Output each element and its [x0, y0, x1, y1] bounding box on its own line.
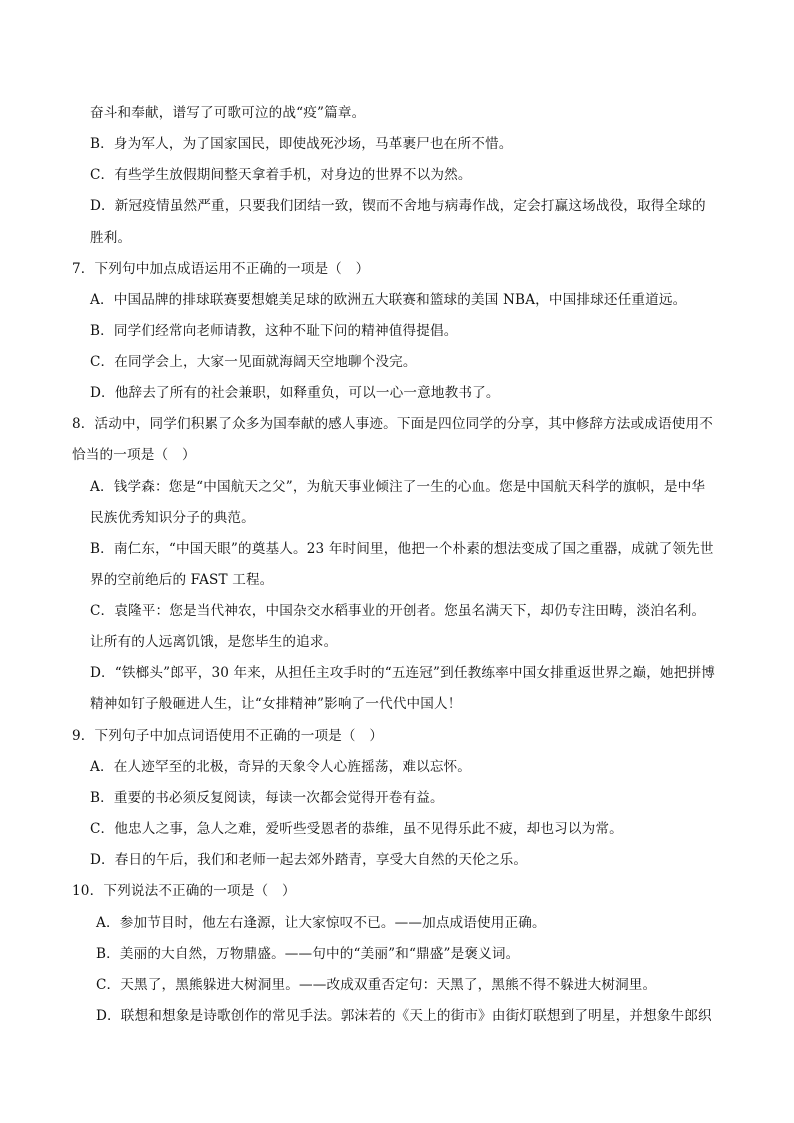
- q8-option-d-continuation: 精神如钉子般砸进人生，让“女排精神”影响了一代代中国人！: [90, 696, 462, 712]
- q10-option-a: A．参加节目时，他左右逢源，让大家惊叹不已。——加点成语使用正确。: [96, 915, 546, 931]
- q8-option-d: D．“铁榔头”郎平，30 年来，从担任主攻手时的“五连冠”到任教练率中国女排重返世界之巅，她把拼博: [90, 665, 716, 681]
- q10-option-c: C．天黑了，黑熊躲进大树洞里。——改成双重否定句：天黑了，黑熊不得不躲进大树洞里。: [96, 977, 657, 993]
- q7-option-a: A．中国品牌的排球联赛要想媲美足球的欧洲五大联赛和篮球的美国 NBA，中国排球还任重道远。: [90, 292, 687, 308]
- q9-option-b: B．重要的书必须反复阅读，每读一次都会觉得开卷有益。: [90, 790, 444, 806]
- q7-option-d: D．他辞去了所有的社会兼职，如释重负，可以一心一意地教书了。: [90, 385, 500, 401]
- q8-option-a: A．钱学森：您是“中国航天之父”，为航天事业倾注了一生的心血。您是中国航天科学的旗帜，是中华: [90, 479, 706, 495]
- q7-option-b: B．同学们经常向老师请教，这种不耻下问的精神值得提倡。: [90, 323, 458, 339]
- q6-option-c: C．有些学生放假期间整天拿着手机，对身边的世界不以为然。: [90, 167, 472, 183]
- q8-option-b-continuation: 界的空前绝后的 FAST 工程。: [90, 572, 274, 588]
- q8-option-c-continuation: 让所有的人远离饥饿，是您毕生的追求。: [90, 634, 338, 650]
- q9-option-c: C．他忠人之事，急人之难，爱听些受恩者的恭维，虽不见得乐此不疲，却也习以为常。: [90, 821, 623, 837]
- q6-option-d: D．新冠疫情虽然严重，只要我们团结一致，锲而不舍地与病毒作战，定会打赢这场战役，取得全球的: [90, 198, 706, 214]
- question-8-continuation: 恰当的一项是（ ）: [72, 447, 196, 463]
- q8-option-a-continuation: 民族优秀知识分子的典范。: [90, 510, 255, 526]
- q7-option-c: C．在同学会上，大家一见面就海阔天空地聊个没完。: [90, 354, 417, 370]
- q6-option-b: B．身为军人，为了国家国民，即使战死沙场，马革裹尸也在所不惜。: [90, 136, 513, 152]
- q10-option-d: D．联想和想象是诗歌创作的常见手法。郭沫若的《天上的街市》由街灯联想到了明星，并想象牛郎织: [96, 1008, 712, 1024]
- question-8: 8．活动中，同学们积累了众多为国奉献的感人事迹。下面是四位同学的分享，其中修辞方法或成语使用不: [72, 416, 714, 432]
- question-9: 9．下列句子中加点词语使用不正确的一项是（ ）: [72, 728, 384, 744]
- q6-option-d-continuation: 胜利。: [90, 230, 132, 246]
- q8-option-c: C．袁隆平：您是当代神农，中国杂交水稻事业的开创者。您虽名满天下，却仍专注田畴，淡泊名利。: [90, 603, 706, 619]
- option-a-continuation: 奋斗和奉献，谱写了可歌可泣的战“疫”篇章。: [90, 105, 366, 121]
- q9-option-d: D．春日的午后，我们和老师一起去郊外踏青，享受大自然的天伦之乐。: [90, 852, 528, 868]
- q10-option-b: B．美丽的大自然，万物鼎盛。——句中的“美丽”和“鼎盛”是褒义词。: [96, 946, 520, 962]
- question-10: 10．下列说法不正确的一项是（ ）: [72, 883, 296, 899]
- question-7: 7．下列句中加点成语运用不正确的一项是（ ）: [72, 261, 370, 277]
- q9-option-a: A．在人迹罕至的北极，奇异的天象令人心旌摇荡，难以忘怀。: [90, 759, 472, 775]
- q8-option-b: B．南仁东，“中国天眼”的奠基人。23 年时间里，他把一个朴素的想法变成了国之重器，成就了领先世: [90, 541, 714, 557]
